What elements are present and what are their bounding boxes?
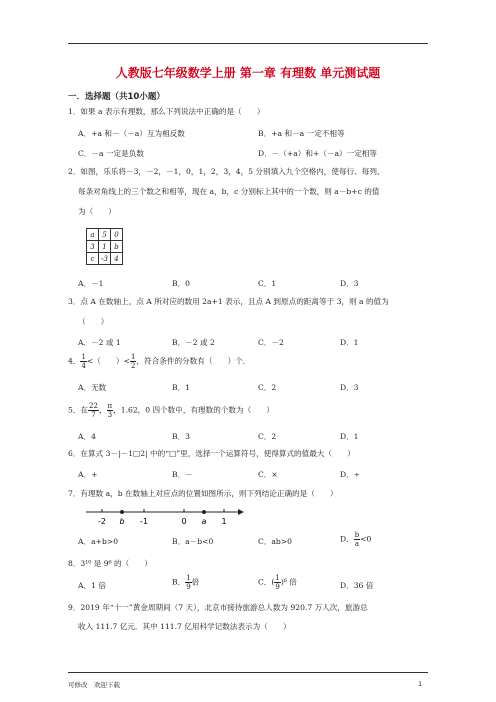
q9-line2: 收入 111.7 亿元．其中 111.7 亿用科学记数法表示为（ ）: [78, 622, 291, 631]
q8-option-c: [258, 574, 297, 591]
tick-label: a: [201, 517, 207, 526]
section-heading: 一．选择题（共10小题）: [68, 92, 165, 102]
q8-option-b: [172, 574, 199, 591]
denominator: 3: [107, 411, 113, 419]
q2-line3: 为（ ）: [78, 207, 116, 216]
page-title: 人教版七年级数学上册 第一章 有理数 单元测试题: [115, 66, 381, 80]
numerator: π: [107, 402, 113, 410]
q7-option-d: [340, 531, 371, 548]
grid-cell: b: [111, 241, 123, 253]
q3-option-d: D．1: [340, 338, 359, 347]
q7-d-suffix: <0: [360, 534, 372, 544]
grid-cell: 3: [87, 241, 99, 253]
denominator: a: [354, 540, 360, 548]
q4-option-d: D．3: [340, 383, 359, 392]
q7-option-c: C．ab>0: [258, 537, 292, 546]
q4-stem: [68, 353, 250, 370]
q8-stem: 8．3¹⁰ 是 9⁶ 的（ ）: [68, 559, 153, 568]
q5-stem: 5．在 $\frac{22}{7}$ ， $\frac{\pi}{3}$ ，1.62，0 四个数中，有理数的个数为（ ）: [68, 402, 274, 419]
number-line-figure: [86, 505, 246, 527]
q4-option-c: C．2: [258, 383, 277, 392]
q1-option-d: D．－（+a）和+（－a）一定相等: [258, 149, 377, 158]
grid-cell: 0: [111, 229, 123, 241]
footer-rule: [68, 672, 428, 673]
q3-option-a: A．－2 或 1: [78, 338, 121, 347]
q2-option-a: A．－1: [78, 279, 104, 288]
tick-label: 0: [181, 517, 187, 526]
q3-line1: 3．点 A 在数轴上，点 A 所对应的数用 2a+1 表示，且点 A 到原点的距离等于 3，则 a 的值为: [68, 297, 389, 306]
q1-option-a: A．+a 和－（－a）互为相反数: [78, 129, 185, 138]
q2-option-d: D．3: [340, 279, 359, 288]
q6-stem: 6．在算式 3－|－1□2| 中的“□”里，选择一个运算符号，使得算式的值最大（ ）: [68, 449, 355, 458]
denominator: 4: [81, 362, 86, 370]
q4-mid: <（ ）<: [86, 356, 131, 366]
denominator: 2: [131, 362, 136, 370]
q6-option-d: D．÷: [340, 470, 361, 479]
grid-cell: -3: [99, 253, 111, 265]
q7-stem: 7．有理数 a，b 在数轴上对应点的位置如图所示，则下列结论正确的是（ ）: [68, 489, 338, 498]
q3-line2: （ ）: [78, 317, 109, 326]
q4-suffix: ，符合条件的分数有（ ）个．: [136, 356, 251, 366]
q8-c-prefix: C．(: [258, 577, 275, 587]
page-number: 1: [418, 680, 423, 688]
header-rule: [68, 43, 428, 44]
arrow-icon: [238, 509, 244, 515]
numerator: 1: [81, 353, 86, 361]
q8-option-d: D．36 倍: [340, 581, 374, 590]
q6-option-b: B．－: [172, 470, 193, 479]
q2-option-b: B．0: [172, 279, 191, 288]
grid-cell: 1: [99, 241, 111, 253]
numerator: 22: [89, 402, 98, 410]
tick-label: 1: [221, 517, 227, 526]
q7-option-a: A．a+b>0: [78, 537, 119, 546]
q7-d-prefix: D．: [340, 534, 354, 544]
q5-option-d: D．1: [340, 432, 359, 441]
numerator: 1: [131, 353, 136, 361]
q4-option-a: A．无数: [78, 383, 107, 392]
grid-cell: c: [87, 253, 99, 265]
q5-option-c: C．2: [258, 432, 277, 441]
denominator: 7: [91, 411, 96, 419]
q2-line1: 2．如图，乐乐将－3，－2，－1，0，1，2，3，4，5 分别填入九个空格内，使每行、每列、: [68, 167, 385, 176]
q9-line1: 9．2019 年“十一”黄金周期间（7 天），北京市接待旅游总人数为 920.7 万人次，旅游总: [68, 603, 368, 612]
q8-option-a: A．1 倍: [78, 581, 106, 590]
point-b: [120, 510, 124, 514]
q1-option-c: C．－a 一定是负数: [78, 149, 144, 158]
q5-prefix: 5．在: [68, 405, 89, 415]
q8-b-suffix: 倍: [191, 577, 200, 587]
q8-c-suffix: )⁶ 倍: [280, 577, 297, 587]
q1-stem: 1．如果 a 表示有理数，那么下列说法中正确的是（ ）: [68, 107, 265, 116]
q4-prefix: 4．: [68, 356, 81, 366]
grid-cell: a: [87, 229, 99, 241]
q5-option-b: B．3: [172, 432, 191, 441]
numerator: b: [354, 531, 360, 539]
numerator: 1: [275, 574, 280, 582]
tick-label: -1: [140, 517, 148, 526]
grid-cell: 5: [99, 229, 111, 241]
q1-option-b: B．+a 和－a 一定不相等: [258, 129, 345, 138]
tick-label: -2: [98, 517, 106, 526]
q3-option-c: C．－2: [258, 338, 284, 347]
q2-line2: 每条对角线上的三个数之和相等，现在 a，b，c 分别标上其中的一个数，则 a－b+c 的值: [78, 187, 380, 196]
q4-option-b: B．1: [172, 383, 191, 392]
q6-option-a: A．+: [78, 470, 98, 479]
q2-option-c: C．1: [258, 279, 277, 288]
denominator: 9: [275, 583, 280, 591]
q5-suffix: ，1.62，0 四个数中，有理数的个数为（ ）: [113, 405, 274, 415]
q7-option-b: B．a－b<0: [172, 537, 214, 546]
q5-option-a: A．4: [78, 432, 96, 441]
fraction-22-7: [88, 402, 99, 419]
denominator: 9: [186, 583, 191, 591]
magic-square-grid: [86, 228, 123, 265]
numerator: 1: [186, 574, 191, 582]
footer-note: 可修改 欢迎下载: [68, 681, 120, 689]
q3-option-b: B．－2 或 2: [172, 338, 215, 347]
q8-b-prefix: B．: [172, 577, 186, 587]
tick-label: b: [119, 517, 125, 526]
grid-cell: 4: [111, 253, 123, 265]
point-a: [202, 510, 206, 514]
q6-option-c: C．×: [258, 470, 278, 479]
